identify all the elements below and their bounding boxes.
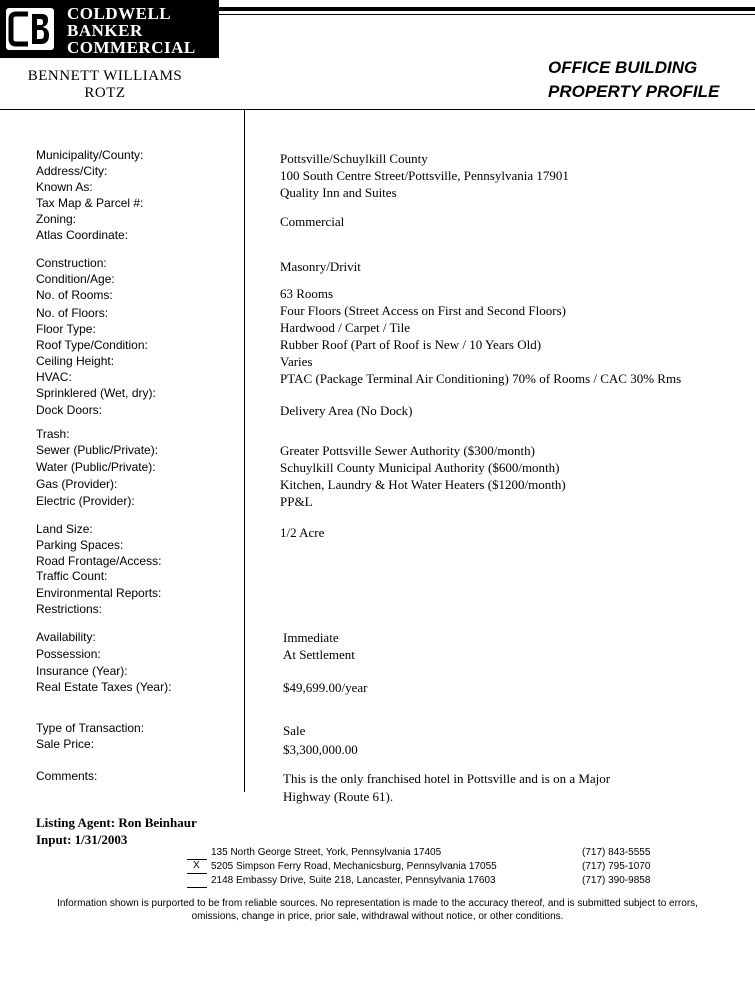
label-trash: Trash: <box>36 427 70 441</box>
label-tax-map: Tax Map & Parcel #: <box>36 196 144 210</box>
value-possession: At Settlement <box>283 647 355 662</box>
label-floors: No. of Floors: <box>36 306 109 320</box>
label-hvac: HVAC: <box>36 370 72 384</box>
label-availability: Availability: <box>36 630 96 644</box>
header-rule-thin <box>219 14 755 15</box>
label-sewer: Sewer (Public/Private): <box>36 443 159 457</box>
office-name-line-1: BENNETT WILLIAMS <box>27 68 183 84</box>
value-construction: Masonry/Drivit <box>280 259 361 274</box>
logo-text-commercial: COMMERCIAL <box>67 38 196 57</box>
column-divider-vertical <box>244 110 245 792</box>
label-sprinklered: Sprinklered (Wet, dry): <box>36 386 156 400</box>
value-comments-line-1: This is the only franchised hotel in Pottsville and is on a Major <box>283 771 611 786</box>
value-floor-type: Hardwood / Carpet / Tile <box>280 320 410 335</box>
label-zoning: Zoning: <box>36 212 77 226</box>
value-availability: Immediate <box>283 630 339 645</box>
branch-1-address: 135 North George Street, York, Pennsylvania 17405 <box>211 847 442 858</box>
label-parking: Parking Spaces: <box>36 538 124 552</box>
label-taxes: Real Estate Taxes (Year): <box>36 680 172 694</box>
value-land-size: 1/2 Acre <box>280 525 325 540</box>
label-gas: Gas (Provider): <box>36 477 118 491</box>
value-taxes: $49,699.00/year <box>283 680 368 695</box>
logo-text-coldwell: COLDWELL <box>67 4 172 23</box>
branch-2-address: 5205 Simpson Ferry Road, Mechanicsburg, Pennsylvania 17055 <box>211 861 497 872</box>
office-name <box>0 68 210 102</box>
page-title-line-1: OFFICE BUILDING <box>548 58 698 77</box>
label-atlas: Atlas Coordinate: <box>36 228 129 242</box>
label-ceiling: Ceiling Height: <box>36 354 115 368</box>
value-zoning: Commercial <box>280 214 345 229</box>
header-rule-thick <box>219 7 755 11</box>
label-insurance: Insurance (Year): <box>36 664 128 678</box>
label-water: Water (Public/Private): <box>36 460 156 474</box>
value-comments-line-2: Highway (Route 61). <box>283 789 394 804</box>
label-dock-doors: Dock Doors: <box>36 403 103 417</box>
logo-text-banker: BANKER <box>67 21 143 40</box>
disclaimer <box>0 897 755 923</box>
value-sewer: Greater Pottsville Sewer Authority ($300/month) <box>280 443 535 458</box>
label-address: Address/City: <box>36 164 108 178</box>
company-logo <box>0 0 219 58</box>
value-electric: PP&L <box>280 494 313 509</box>
value-hvac: PTAC (Package Terminal Air Conditioning) 70% of Rooms / CAC 30% Rms <box>280 371 682 386</box>
label-known-as: Known As: <box>36 180 93 194</box>
value-ceiling: Varies <box>280 354 313 369</box>
label-construction: Construction: <box>36 256 107 270</box>
label-comments: Comments: <box>36 769 98 783</box>
label-restrictions: Restrictions: <box>36 602 103 616</box>
branch-2-phone: (717) 795-1070 <box>582 861 651 872</box>
label-sale-price: Sale Price: <box>36 737 95 751</box>
value-sale-price: $3,300,000.00 <box>283 742 358 757</box>
section-divider-horizontal <box>0 109 755 110</box>
page-title <box>548 56 719 104</box>
value-known-as: Quality Inn and Suites <box>280 185 397 200</box>
value-transaction: Sale <box>283 723 306 738</box>
label-land-size: Land Size: <box>36 522 93 536</box>
value-roof: Rubber Roof (Part of Roof is New / 10 Years Old) <box>280 337 542 352</box>
label-transaction: Type of Transaction: <box>36 721 145 735</box>
input-date: Input: 1/31/2003 <box>36 832 128 847</box>
branch-1-phone: (717) 843-5555 <box>582 847 651 858</box>
label-condition: Condition/Age: <box>36 272 115 286</box>
label-floor-type: Floor Type: <box>36 322 96 336</box>
branch-3-address: 2148 Embassy Drive, Suite 218, Lancaster, Pennsylvania 17603 <box>211 875 496 886</box>
disclaimer-line-1: Information shown is purported to be from reliable sources. No representation is made to the accuracy thereof, and is submitted subject to errors, <box>57 898 698 909</box>
value-floors: Four Floors (Street Access on First and Second Floors) <box>280 303 566 318</box>
value-water: Schuylkill County Municipal Authority ($600/month) <box>280 460 560 475</box>
label-electric: Electric (Provider): <box>36 494 135 508</box>
value-address: 100 South Centre Street/Pottsville, Pennsylvania 17901 <box>280 168 569 183</box>
page-title-line-2: PROPERTY PROFILE <box>548 82 720 101</box>
branch-2-mark: X <box>193 860 200 871</box>
label-roof: Roof Type/Condition: <box>36 338 148 352</box>
listing-agent: Listing Agent: Ron Beinhaur <box>36 815 197 830</box>
disclaimer-line-2: omissions, change in price, prior sale, withdrawal without notice, or other conditions. <box>191 911 564 922</box>
label-traffic-count: Traffic Count: <box>36 569 108 583</box>
value-gas: Kitchen, Laundry & Hot Water Heaters ($1200/month) <box>280 477 566 492</box>
branch-3-checkbox-line <box>187 887 207 888</box>
value-rooms: 63 Rooms <box>280 286 334 301</box>
branch-3-phone: (717) 390-9858 <box>582 875 651 886</box>
label-municipality: Municipality/County: <box>36 148 144 162</box>
value-municipality: Pottsville/Schuylkill County <box>280 151 428 166</box>
value-dock-doors: Delivery Area (No Dock) <box>280 403 413 418</box>
office-name-line-2: ROTZ <box>84 85 126 101</box>
branch-2-checkbox-line <box>187 873 207 874</box>
label-environmental: Environmental Reports: <box>36 586 162 600</box>
cb-monogram-icon <box>6 8 54 50</box>
label-rooms: No. of Rooms: <box>36 288 113 302</box>
label-possession: Possession: <box>36 647 101 661</box>
label-road-frontage: Road Frontage/Access: <box>36 554 162 568</box>
